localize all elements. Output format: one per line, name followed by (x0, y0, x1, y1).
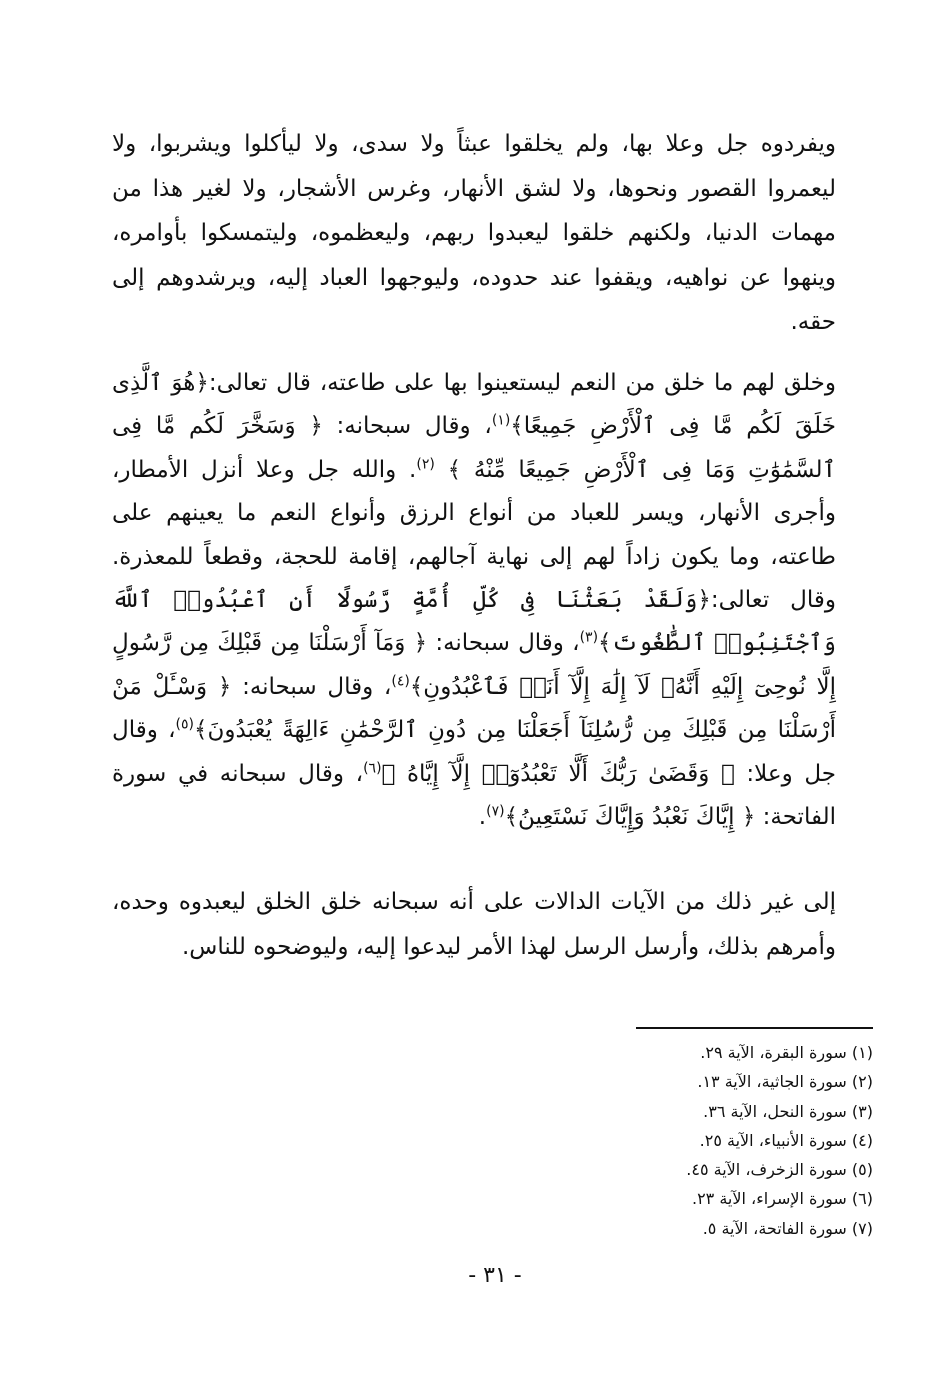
footnote-7: (٧) سورة الفاتحة، الآية ٥. (702, 1218, 873, 1238)
footnote-ref-6: (٦) (363, 760, 382, 776)
footnote-6: (٦) سورة الإسراء، الآية ٢٣. (691, 1189, 873, 1209)
quran-verse-4: ﴿ وَمَآ أَرْسَلْنَا مِن قَبْلِكَ مِن رَّسُولٍ إِلَّا نُوحِىٓ إِلَيْهِ أَنَّهُۥ لَآ إِلَٰهَ إِلَّآ أَنَا۠ فَٱعْبُدُونِ﴾ (112, 630, 836, 700)
quran-verse-6: ﴿ وَقَضَىٰ رَبُّكَ أَلَّا تَعْبُدُوٓا۟ إِلَّآ إِيَّاهُ ﴾ (381, 760, 735, 787)
p2-text-g: ، وقال سبحانه في سورة الفاتحة: (112, 760, 836, 831)
footnote-ref-4: (٤) (391, 673, 410, 690)
quran-verse-3: ﴿وَلَقَدْ بَعَثْنَا فِى كُلِّ أُمَّةٍ رَّسُولًا أَنِ ٱعْبُدُوا۟ ٱللَّهَ وَٱجْتَنِبُوا۟ ٱلطَّٰغُوتَ﴾ (112, 587, 836, 657)
footnote-ref-5: (٥) (175, 716, 194, 733)
footnote-3: (٣) سورة النحل، الآية ٣٦. (703, 1101, 873, 1121)
paragraph-1-text: ويفردوه جل وعلا بها، ولم يخلقوا عبثاً ولا سدى، ولا ليأكلوا ويشربوا، ولا ليعمروا القصور ونحوها، ولا لشق الأنهار، وغرس الأشجار، ولا لغير هذا من مهمات الدنيا، ولكنهم خلقوا ليعبدوا ربهم، وليعظموه، وليتمسكوا بأوامره، وينهوا عن نواهيه، ويقفوا عند حدوده، وليوجهوا العباد إليه، ويرشدوهم إلى حقه. (112, 131, 836, 336)
footnotes-list (560, 1038, 873, 1243)
paragraph-3-text: إلى غير ذلك من الآيات الدالات على أنه سبحانه خلق الخلق ليعبدوه وحده، وأمرهم بذلك، وأرسل الرسل لهذا الأمر ليدعوا إليه، وليوضحوه للناس. (112, 889, 836, 960)
footnote-ref-3: (٣) (579, 629, 599, 646)
p2-text-h: . (478, 804, 487, 831)
paragraph-conclusion (112, 880, 836, 969)
quran-verse-7: ﴿ إِيَّاكَ نَعْبُدُ وَإِيَّاكَ نَسْتَعِينُ﴾ (504, 804, 756, 831)
footnote-ref-7: (٧) (486, 803, 505, 820)
footnote-divider (636, 1027, 873, 1029)
p2-text-a: وخلق لهم ما خلق من النعم ليستعينوا بها على طاعته، قال تعالى: (208, 370, 837, 396)
footnote-2: (٢) سورة الجاثية، الآية ١٣. (697, 1072, 873, 1092)
page-number: - ٣١ - (468, 1263, 522, 1288)
quran-verse-1: ﴿هُوَ ٱلَّذِى خَلَقَ لَكُم مَّا فِى ٱلْأَرْضِ جَمِيعًا﴾ (112, 370, 836, 440)
paragraph-intro (112, 122, 836, 345)
p2-text-c: . والله جل وعلا أنزل الأمطار، وأجرى الأنهار، ويسر للعباد من أنواع الرزق وأنواع النعم ما يعينهم على طاعته، وما يكون زاداً لهم إلى نهاية آجالهم، إقامة للحجة، وقطعاً للمعذرة. وقال تعالى: (112, 456, 836, 614)
footnote-1: (١) سورة البقرة، الآية ٢٩. (700, 1043, 873, 1062)
footnote-ref-2: (٢) (416, 456, 435, 473)
paragraph-verses (112, 362, 836, 839)
footnote-4: (٤) سورة الأنبياء، الآية ٢٥. (699, 1130, 873, 1150)
footnote-ref-1: (١) (491, 412, 511, 429)
quran-verse-2: ﴿ وَسَخَّرَ لَكُم مَّا فِى ٱلسَّمَٰوَٰتِ وَمَا فِى ٱلْأَرْضِ جَمِيعًا مِّنْهُ ﴾ (112, 413, 837, 483)
p2-text-e: ، وقال سبحانه: (231, 673, 392, 700)
paragraph-2 (112, 362, 836, 839)
footnote-5: (٥) سورة الزخرف، الآية ٤٥. (686, 1160, 873, 1180)
quran-verse-5: ﴿ وَسْـَٔلْ مَنْ أَرْسَلْنَا مِن قَبْلِكَ مِن رُّسُلِنَآ أَجَعَلْنَا مِن دُونِ ٱلرَّحْمَٰنِ ءَالِهَةً يُعْبَدُونَ﴾ (112, 673, 836, 744)
p2-text-b: ، وقال سبحانه: (322, 413, 492, 440)
p2-text-f: ، وقال جل وعلا: (112, 717, 836, 787)
p2-text-d: ، وقال سبحانه: (427, 630, 580, 657)
